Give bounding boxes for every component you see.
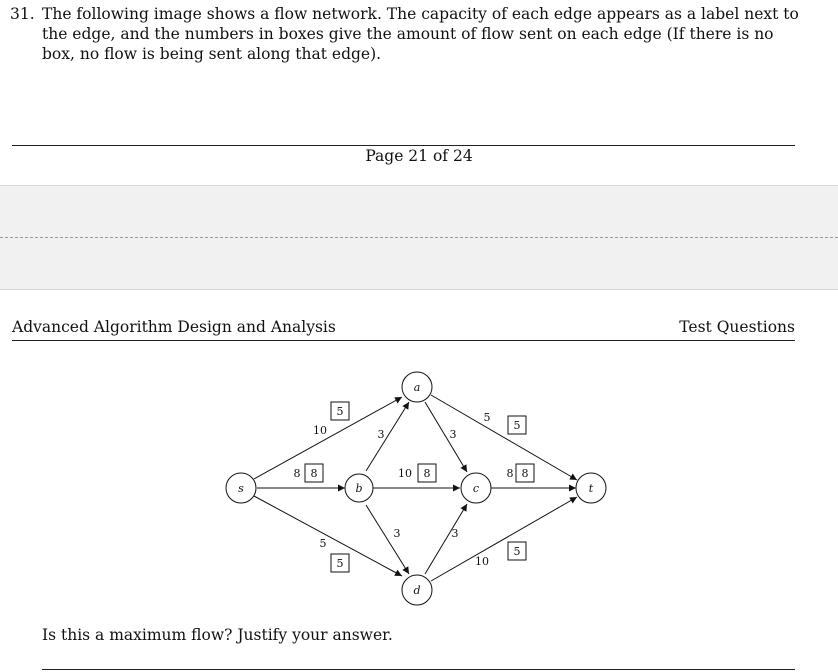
node-d [402, 575, 432, 605]
question-text: The following image shows a flow network. The capacity of each edge appears as a label next to the edge, and the numbers in boxes give the amount of flow sent on each edge (If there is no box, no flow is being sent along that edge). [42, 5, 799, 63]
edge-b-d [366, 505, 409, 574]
capacity-d-c: 3 [451, 527, 459, 540]
edge-s-d [254, 496, 402, 576]
svg-text:8: 8 [521, 467, 529, 480]
svg-text:5: 5 [336, 557, 344, 570]
svg-text:d: d [413, 584, 421, 597]
svg-text:b: b [355, 482, 363, 495]
page-break-dashed-line [0, 237, 838, 238]
capacity-a-t: 5 [483, 411, 491, 424]
flow-boxes [305, 402, 534, 572]
svg-text:5: 5 [513, 419, 521, 432]
question-block [10, 4, 800, 64]
svg-text:5: 5 [513, 545, 521, 558]
flow-network-diagram [0, 340, 838, 620]
course-title: Advanced Algorithm Design and Analysis [12, 318, 336, 336]
page-number: Page 21 of 24 [365, 147, 473, 165]
flow-box-b-c [418, 464, 436, 482]
flow-box-a-t [508, 416, 526, 434]
node-a [402, 372, 432, 402]
svg-text:t: t [588, 482, 594, 495]
edge-b-a [366, 402, 409, 471]
capacity-b-d: 3 [393, 527, 401, 540]
capacity-s-a: 10 [313, 424, 327, 437]
page-break [0, 185, 838, 290]
capacity-b-a: 3 [377, 428, 385, 441]
node-b [345, 474, 373, 502]
capacity-d-t: 10 [475, 555, 489, 568]
node-s [226, 473, 256, 503]
svg-text:5: 5 [336, 405, 344, 418]
capacity-s-d: 5 [319, 537, 327, 550]
node-t [576, 473, 606, 503]
flow-box-s-a [331, 402, 349, 420]
capacity-s-b: 8 [293, 467, 301, 480]
svg-text:8: 8 [423, 467, 431, 480]
node-c [461, 473, 491, 503]
edges [254, 395, 577, 581]
flow-box-s-d [331, 554, 349, 572]
follow-up-question: Is this a maximum flow? Justify your answer. [42, 626, 393, 644]
capacity-b-c: 10 [398, 467, 412, 480]
svg-text:8: 8 [310, 467, 318, 480]
flow-box-c-t [516, 464, 534, 482]
capacity-c-t: 8 [506, 467, 514, 480]
capacity-a-c: 3 [449, 428, 457, 441]
flow-box-s-b [305, 464, 323, 482]
question-number: 31. [10, 5, 35, 23]
document-title: Test Questions [679, 318, 795, 336]
footer-rule [12, 145, 795, 146]
svg-text:s: s [238, 482, 244, 495]
svg-text:a: a [413, 381, 421, 394]
svg-text:c: c [472, 482, 480, 495]
answer-rule [42, 669, 795, 670]
flow-box-d-t [508, 542, 526, 560]
